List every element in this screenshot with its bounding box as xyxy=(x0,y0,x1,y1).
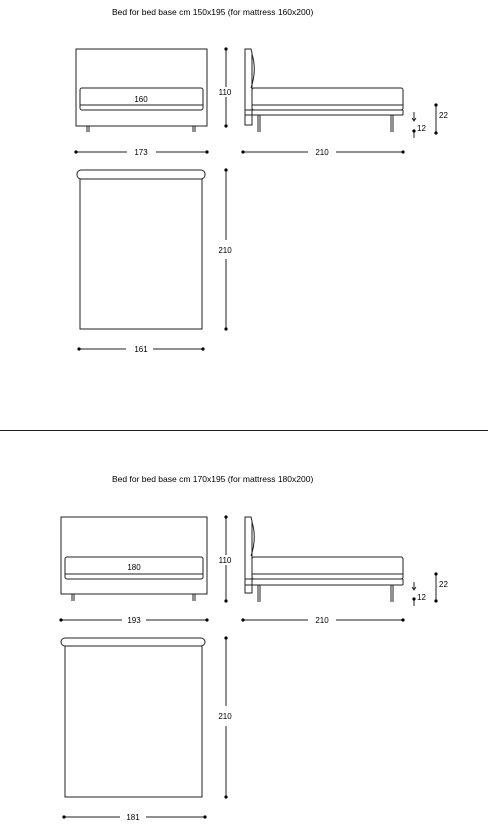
top-length-label: 210 xyxy=(218,712,232,721)
side-mattress xyxy=(252,88,403,110)
front-height-label: 110 xyxy=(218,88,232,97)
top-headboard xyxy=(77,170,205,179)
leg-height-label: 12 xyxy=(417,593,426,602)
front-width-label: 193 xyxy=(127,616,141,625)
top-length-label: 210 xyxy=(218,246,232,255)
top-headboard xyxy=(61,638,205,646)
mattress-height-label: 22 xyxy=(439,580,448,589)
section-2-title: Bed for bed base cm 170x195 (for mattress 180x200) xyxy=(112,474,314,484)
section-1-title: Bed for bed base cm 150x195 (for mattress 160x200) xyxy=(112,7,314,17)
top-bed-outline xyxy=(65,646,202,797)
mattress-height-label: 22 xyxy=(439,111,448,120)
mattress-width-label: 160 xyxy=(134,95,148,104)
top-bed-outline xyxy=(80,179,202,329)
side-length-label: 210 xyxy=(315,616,329,625)
front-height-label: 110 xyxy=(218,556,232,565)
side-view-2 xyxy=(243,517,436,620)
section-1-drawings xyxy=(76,49,436,349)
top-view-2 xyxy=(61,638,226,817)
mattress-width-label: 180 xyxy=(127,563,141,572)
leg-height-label: 12 xyxy=(417,124,426,133)
front-view-1 xyxy=(76,49,226,152)
headboard-outline xyxy=(61,517,207,594)
front-width-label: 173 xyxy=(134,148,148,157)
front-view-2 xyxy=(61,517,226,620)
top-view-1 xyxy=(77,170,226,349)
side-mattress xyxy=(252,557,403,579)
side-length-label: 210 xyxy=(315,148,329,157)
top-width-label: 181 xyxy=(126,813,140,822)
top-width-label: 161 xyxy=(134,345,148,354)
side-view-1 xyxy=(243,49,436,152)
section-2-drawings xyxy=(61,517,436,817)
